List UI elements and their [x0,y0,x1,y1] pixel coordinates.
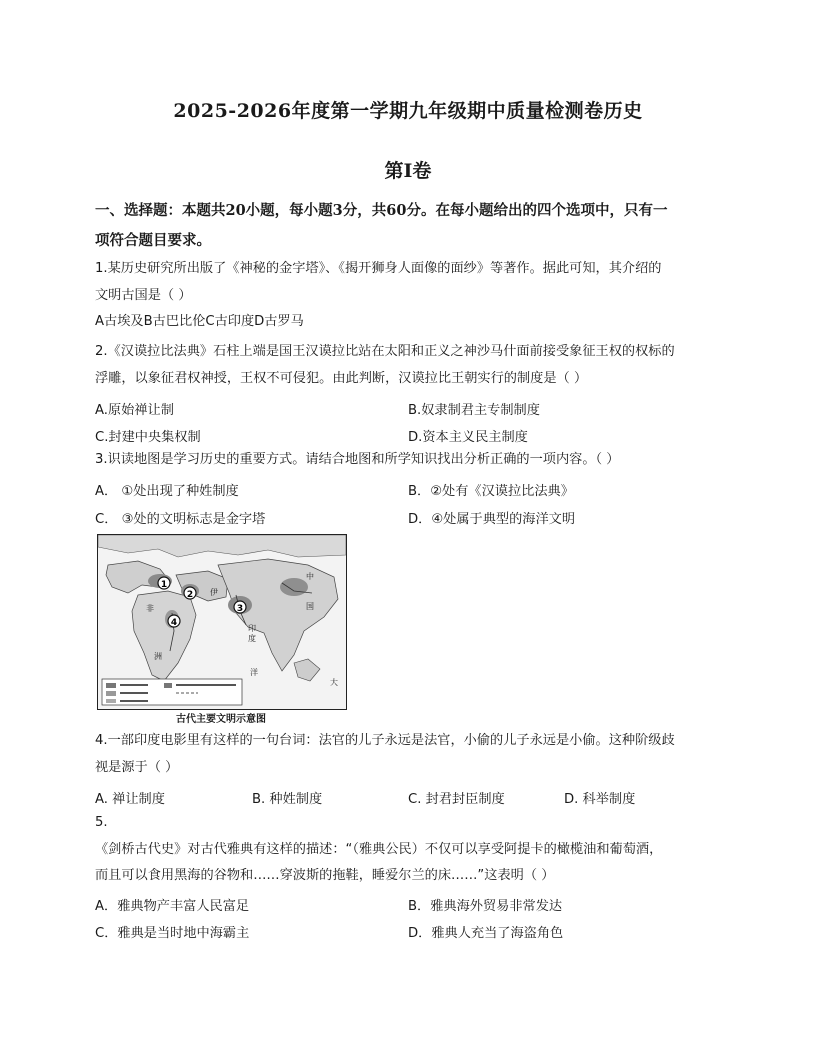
map-marker-1 [158,577,170,590]
question-5-option-a: A．雅典物产丰富人民富足 [95,899,250,914]
question-5-option-b: B．雅典海外贸易非常发达 [408,899,563,914]
question-3-option-d: D．④处属于典型的海洋文明 [408,512,576,527]
svg-text:1: 1 [160,580,168,590]
question-1-line2: 文明古国是（ ） [95,287,192,303]
map-label: 中 [306,572,314,581]
question-5 [95,810,725,890]
map-marker-3 [234,601,246,614]
map-caption: 古代主要文明示意图 [176,714,266,725]
question-2-option-a: A.原始禅让制 [95,403,174,418]
map-label: 大 [330,678,338,687]
exam-title: 2025-2026年度第一学期九年级期中质量检测卷历史 [173,100,643,122]
question-2-option-b: B.奴隶制君主专制制度 [408,403,540,418]
question-2-option-d: D.资本主义民主制度 [408,430,528,445]
map-label: 国 [306,602,314,611]
question-2 [95,339,725,392]
question-4-line2: 视是源于（ ） [95,759,179,775]
map-marker-4 [168,615,180,628]
question-2-line2: 浮雕，以象征君权神授，王权不可侵犯。由此判断，汉谟拉比王朝实行的制度是（ ） [95,370,588,386]
question-4-option-c: C. 封君封臣制度 [408,792,505,807]
map-marker-2 [184,587,196,600]
map-drawing [98,535,346,709]
map-legend [102,679,242,705]
map-label: 洲 [154,652,162,661]
svg-text:2: 2 [186,590,194,600]
question-3-option-c: C． ③处的文明标志是金字塔 [95,512,266,527]
svg-text:3: 3 [236,604,244,614]
section-instructions-line1: 一、选择题：本题共20小题，每小题3分，共60分。在每小题给出的四个选项中，只有一 [95,202,668,219]
question-5-option-d: D．雅典人充当了海盗角色 [408,926,564,941]
question-2-option-c: C.封建中央集权制 [95,430,201,445]
section-instructions [95,196,725,256]
map-label: 印 [248,624,256,633]
question-4-line1: 4.一部印度电影里有这样的一句台词：法官的儿子永远是法官，小偷的儿子永远是小偷。这种阶级歧 [95,733,675,748]
question-5-line1: 《剑桥古代史》对古代雅典有这样的描述：“（雅典公民）不仅可以享受阿提卡的橄榄油和葡萄酒， [95,841,663,857]
question-4-option-d: D. 科举制度 [564,792,636,807]
question-1-options: A古埃及B古巴比伦C古印度D古罗马 [95,314,304,329]
question-2-line1: 2.《汉谟拉比法典》石柱上端是国王汉谟拉比站在太阳和正义之神沙马什面前接受象征王权的权标的 [95,344,675,359]
map-label: 非 [146,604,154,613]
map-label: 度 [248,634,256,643]
question-1-line1: 1.某历史研究所出版了《神秘的金字塔》、《揭开狮身人面像的面纱》等著作。据此可知，其介绍的 [95,261,662,276]
section-instructions-line2: 项符合题目要求。 [95,232,211,249]
question-5-option-c: C．雅典是当时地中海霸主 [95,926,250,941]
question-4-option-a: A. 禅让制度 [95,792,165,807]
svg-text:4: 4 [170,618,178,628]
volume-title: 第Ⅰ卷 [384,160,432,182]
ancient-civilizations-map [97,534,347,710]
question-3-option-a: A． ①处出现了种姓制度 [95,484,239,499]
question-1 [95,256,725,336]
question-3-line1: 3.识读地图是学习历史的重要方式。请结合地图和所学知识找出分析正确的一项内容。（ ） [95,452,620,467]
question-4-option-b: B. 种姓制度 [252,792,323,807]
question-5-line2: 而且可以食用黑海的谷物和……穿波斯的拖鞋，睡爱尔兰的床……”这表明（ ） [95,868,555,883]
map-label: 伊 [210,588,218,597]
question-5-number: 5. [95,815,108,830]
question-3-option-b: B．②处有《汉谟拉比法典》 [408,484,574,499]
map-label: 洋 [250,668,258,677]
question-4 [95,728,725,781]
